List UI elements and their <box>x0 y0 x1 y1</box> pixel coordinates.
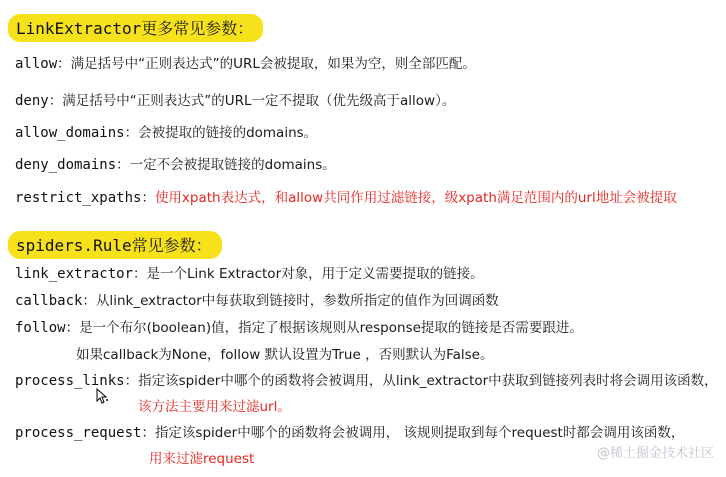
param-callback <box>15 289 499 309</box>
param-name: restrict_xpaths <box>15 190 142 206</box>
param-desc: 一定不会被提取链接的domains。 <box>129 157 336 173</box>
param-desc: 指定该spider中哪个的函数将会被调用，从link_extractor中获取到链接列表时将会调用该函数， <box>138 373 718 389</box>
param-process-request <box>15 421 684 441</box>
param-sep: ： <box>141 190 155 206</box>
param-deny-domains <box>15 153 336 173</box>
move-cursor-icon <box>94 388 110 406</box>
param-name: deny <box>15 93 49 109</box>
heading-text: 常见参数： <box>131 236 212 255</box>
param-link-extractor <box>15 262 484 282</box>
param-sep: ： <box>57 56 71 72</box>
param-allow <box>15 52 476 72</box>
param-name: deny_domains <box>15 157 117 173</box>
param-desc: 会被提取的链接的domains。 <box>138 125 318 141</box>
param-name: process_request <box>15 425 142 441</box>
process-request-note: 用来过滤request <box>149 451 255 467</box>
process-links-note: 该方法主要用来过滤url。 <box>138 399 291 415</box>
param-name: allow_domains <box>15 125 125 141</box>
param-name: callback <box>15 293 83 309</box>
watermark: @稀土掘金技术社区 <box>596 446 714 461</box>
param-sep: ： <box>65 320 80 336</box>
param-sep: ： <box>116 157 130 173</box>
param-desc: 是一个布尔(boolean)值，指定了根据该规则从response提取的链接是否需要跟进。 <box>79 320 583 336</box>
section-heading-linkextractor <box>8 14 263 42</box>
param-sep: ： <box>141 425 155 441</box>
param-allow-domains <box>15 121 317 141</box>
param-desc: 满足括号中“正则表达式”的URL会被提取，如果为空，则全部匹配。 <box>70 56 476 72</box>
param-sep: ： <box>133 266 147 282</box>
follow-note: 如果callback为None，follow 默认设置为True ，否则默认为False。 <box>76 347 494 363</box>
param-restrict-xpaths <box>15 186 677 206</box>
heading-code: spiders.Rule <box>16 236 132 255</box>
param-desc: 是一个Link Extractor对象，用于定义需要提取的链接。 <box>146 266 484 282</box>
param-name: link_extractor <box>15 266 134 282</box>
heading-code: LinkExtractor <box>16 19 142 38</box>
section-heading-rule <box>8 231 222 259</box>
param-sep: ： <box>48 93 63 109</box>
param-desc: 指定该spider中哪个的函数将会被调用， 该规则提取到每个request时都会调用该函数， <box>154 425 685 441</box>
param-name: follow <box>15 320 66 336</box>
param-process-links <box>15 369 718 389</box>
param-deny <box>15 89 455 109</box>
param-name: allow <box>15 56 58 72</box>
param-desc: 使用xpath表达式，和allow共同作用过滤链接，级xpath满足范围内的url地址会被提取 <box>154 190 677 206</box>
heading-text: 更多常见参数： <box>141 19 254 38</box>
param-sep: ： <box>82 293 96 309</box>
param-name: process_links <box>15 373 125 389</box>
param-desc: 从link_extractor中每获取到链接时，参数所指定的值作为回调函数 <box>95 293 499 309</box>
param-desc: 满足括号中“正则表达式”的URL一定不提取（优先级高于allow）。 <box>62 93 456 109</box>
param-sep: ： <box>124 125 139 141</box>
param-sep: ： <box>124 373 139 389</box>
param-follow <box>15 316 583 336</box>
